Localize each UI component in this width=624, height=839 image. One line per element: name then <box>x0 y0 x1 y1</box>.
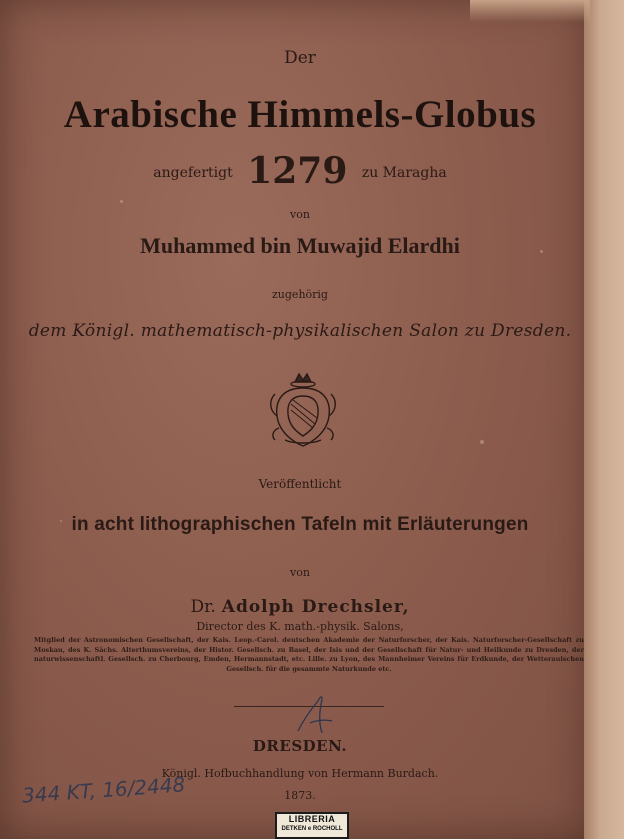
publication-year: 1873. <box>284 789 316 802</box>
worn-corner <box>470 0 590 22</box>
paper-speck <box>120 200 123 203</box>
plates-line: in acht lithographischen Tafeln mit Erläuterungen <box>71 514 529 535</box>
bookseller-stamp <box>275 812 349 839</box>
title-article: Der <box>284 48 316 68</box>
editor-name: Adolph Drechsler, <box>221 597 410 617</box>
origin-line <box>0 150 600 192</box>
editor-role: Director des K. math.-physik. Salons, <box>196 620 404 633</box>
made-suffix: zu Maragha <box>361 165 447 181</box>
by-label: von <box>290 208 310 221</box>
publisher: Königl. Hofbuchhandlung von Hermann Burdach. <box>161 767 439 780</box>
main-title: Arabische Himmels-Globus <box>63 93 537 136</box>
shelfmark-handwriting: 344 KT, 16/2448 <box>21 772 186 808</box>
by-label-2: von <box>290 566 310 579</box>
royal-crest-icon <box>265 370 341 450</box>
editor-line <box>0 597 600 617</box>
salon-line: dem Königl. mathematisch-physikalischen Salon zu Dresden. <box>28 321 572 341</box>
stamp-line-2: DETKEN e ROCHOLL <box>281 826 343 832</box>
memberships-text: Mitglied der Astronomischen Gesellschaft, der Kais. Leop.-Carol. deutschen Akademie der Naturforscher, der Kais. Naturforscher-Gesellschaft zu Moskau, des K. Sächs. Alterthumsvereins, der Histor. Gesellsch. zu Basel, der Isis und der Gesellschaft für Natur- und Heilkunde zu Dresden, der naturwissenschaftl. Gesellsch. zu Cherbourg, Emden, Hermannstadt, etc. Lille. zu Lyon, des Mannheimer Vereins für Erdkunde, der Wetterauischen Gesellsch. für die gesammte Naturkunde etc. <box>34 636 584 673</box>
stamp-line-1: LIBRERIA <box>288 814 336 824</box>
editor-title: Dr. <box>190 597 216 617</box>
handwritten-mark <box>288 683 348 743</box>
made-prefix: angefertigt <box>153 165 233 181</box>
maker-name: Muhammed bin Muwajid Elardhi <box>140 233 460 258</box>
paper-speck <box>480 440 484 444</box>
made-year: 1279 <box>247 150 348 192</box>
belonging-label: zugehörig <box>272 288 328 301</box>
city: DRESDEN. <box>252 737 348 755</box>
published-label: Veröffentlicht <box>258 477 342 491</box>
